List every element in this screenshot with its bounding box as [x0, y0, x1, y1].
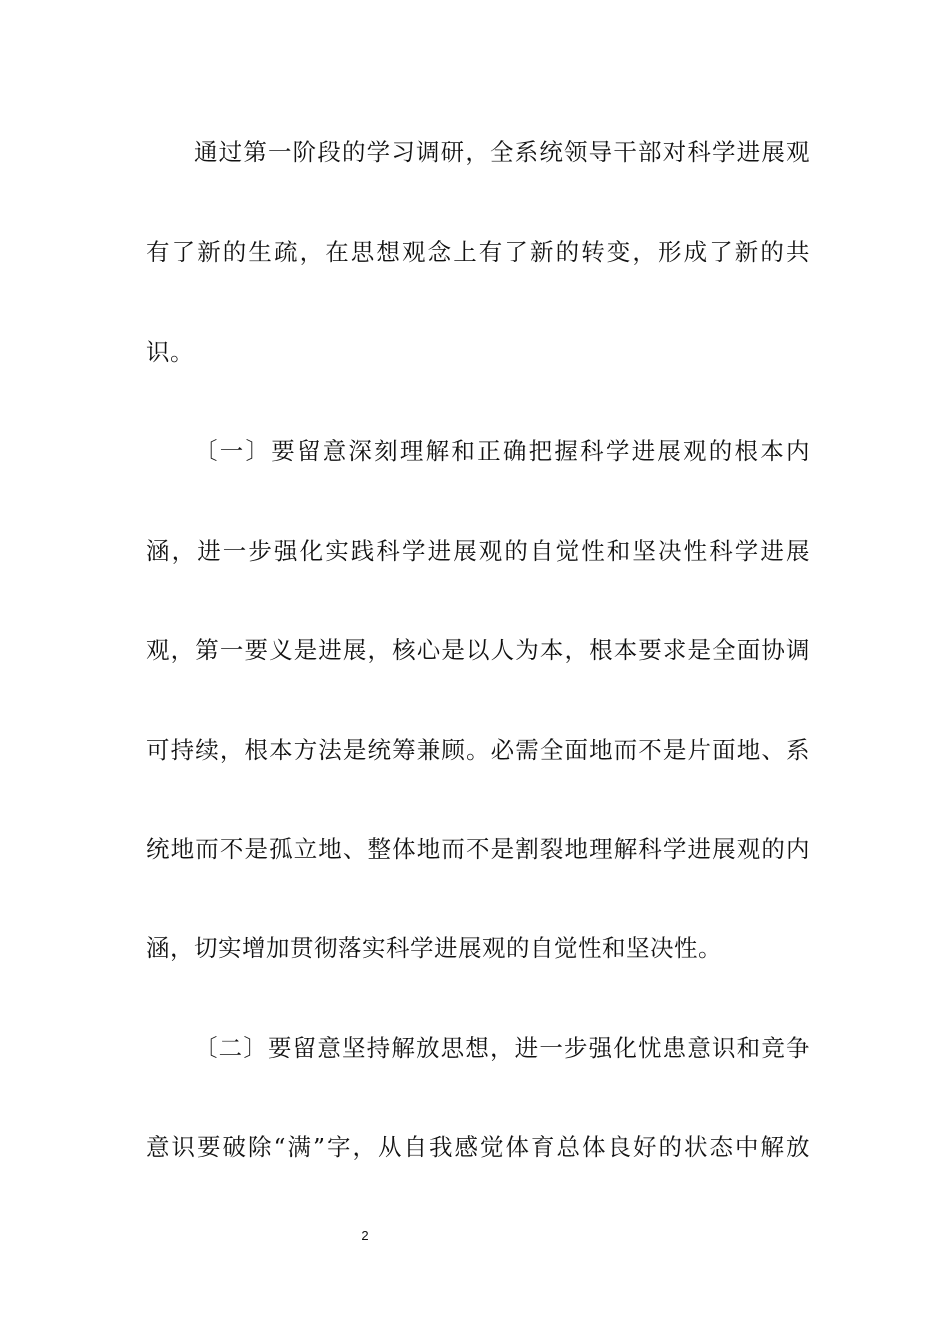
paragraph-2-line-3: 观，第一要义是进展，核心是以人为本，根本要求是全面协调 — [146, 636, 810, 664]
paragraph-1-line-2: 有了新的生疏，在思想观念上有了新的转变，形成了新的共 — [146, 238, 810, 266]
paragraph-2-line-2: 涵，进一步强化实践科学进展观的自觉性和坚决性科学进展 — [146, 537, 810, 565]
paragraph-2-line-1: 〔一〕要留意深刻理解和正确把握科学进展观的根本内 — [194, 437, 810, 465]
paragraph-2-line-4: 可持续，根本方法是统筹兼顾。必需全面地而不是片面地、系 — [146, 736, 810, 764]
paragraph-3-line-2: 意识要破除“满”字，从自我感觉体育总体良好的状态中解放 — [146, 1133, 810, 1161]
paragraph-1-line-1: 通过第一阶段的学习调研，全系统领导干部对科学进展观 — [194, 138, 810, 166]
paragraph-3-line-1: 〔二〕要留意坚持解放思想，进一步强化忧患意识和竞争 — [194, 1034, 810, 1062]
page-number: 2 — [361, 1228, 369, 1243]
paragraph-2-line-5: 统地而不是孤立地、整体地而不是割裂地理解科学进展观的内 — [146, 835, 810, 863]
paragraph-2-line-6: 涵，切实增加贯彻落实科学进展观的自觉性和坚决性。 — [146, 934, 722, 962]
paragraph-1-line-3: 识。 — [146, 338, 194, 366]
